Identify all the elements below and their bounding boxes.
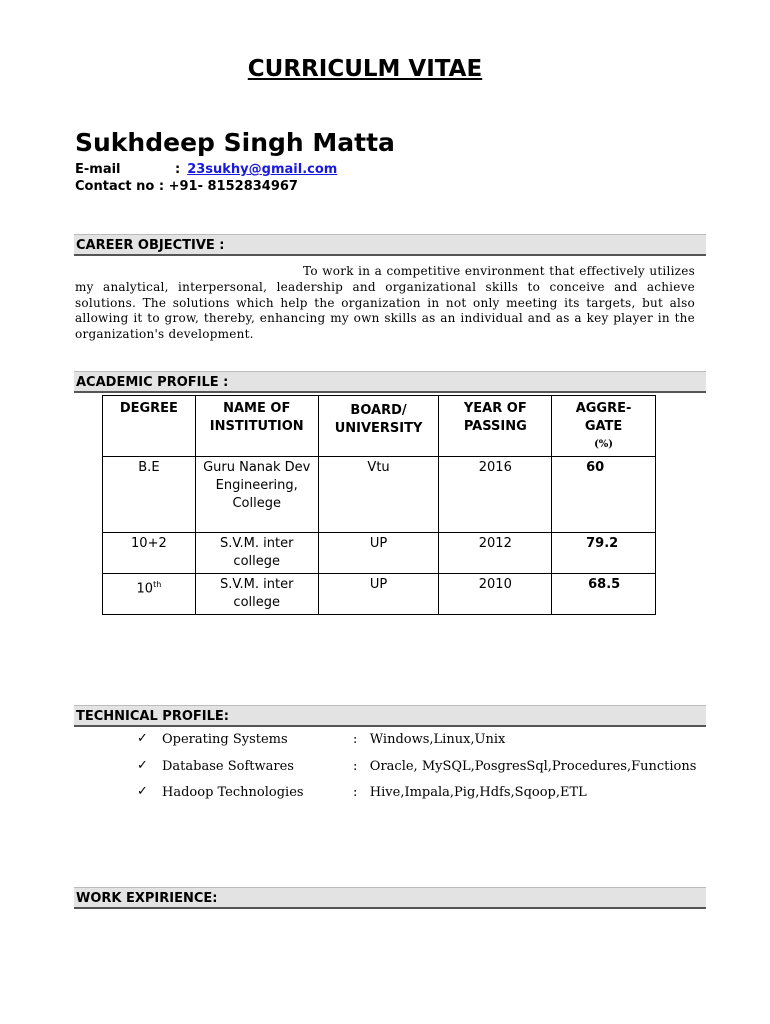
- aggregate-unit: (%): [594, 439, 614, 450]
- work-experience-heading: WORK EXPIRIENCE:: [74, 887, 706, 909]
- email-separator: :: [175, 162, 181, 177]
- cell-year: 2012: [439, 533, 552, 574]
- career-objective-body: To work in a competitive environment that effectively utilizes my analytical, interpersonal, leadership and organizational skills to conceive and achieve solutions. The solutions which help the organization in not only meeting its targets, but also allowing it to grow, thereby, enhancing my own skills as an individual and as a key player in the organization's development.: [75, 264, 695, 342]
- table-row: [103, 533, 656, 574]
- tech-value-text: Hive,Impala,Pig,Hdfs,Sqoop,ETL: [369, 785, 587, 800]
- cell-degree: [103, 574, 196, 615]
- tech-category: Database Softwares: [162, 758, 294, 774]
- tech-value: [353, 732, 505, 747]
- cell-year: 2010: [439, 574, 552, 615]
- list-item: [137, 731, 697, 758]
- tech-value-text: Windows,Linux,Unix: [369, 732, 506, 747]
- tech-category: Hadoop Technologies: [162, 785, 304, 800]
- academic-table: [102, 395, 656, 615]
- list-item: [137, 758, 697, 785]
- tech-value-text: Oracle, MySQL,PosgresSql,Procedures,Functions: [369, 758, 697, 774]
- cell-institution: Guru Nanak Dev Engineering, College: [195, 457, 318, 533]
- tech-value: [353, 785, 587, 800]
- table-header-row: [103, 396, 656, 457]
- cell-board: UP: [318, 574, 439, 615]
- col-aggregate-label: AGGRE-GATE: [575, 401, 632, 434]
- technical-profile-heading: TECHNICAL PROFILE:: [74, 705, 706, 727]
- contact-label: Contact no :: [75, 179, 165, 194]
- cell-aggregate: 60: [552, 457, 656, 533]
- cell-degree-value: 10: [136, 581, 154, 597]
- cell-degree-suffix: th: [153, 580, 162, 589]
- cell-institution: S.V.M. inter college: [195, 533, 318, 574]
- table-row: [103, 457, 656, 533]
- tech-value: [353, 759, 696, 774]
- checkmark-icon: ✓: [137, 731, 148, 746]
- table-row: [103, 574, 656, 615]
- tech-separator: :: [353, 732, 358, 747]
- col-board: BOARD/ UNIVERSITY: [318, 396, 439, 457]
- email-label: E-mail: [75, 162, 121, 177]
- cell-aggregate: 79.2: [552, 533, 656, 574]
- email-row: [75, 162, 337, 177]
- candidate-name: Sukhdeep Singh Matta: [75, 128, 395, 157]
- document-title: CURRICULM VITAE: [247, 56, 483, 82]
- checkmark-icon: ✓: [137, 784, 148, 799]
- academic-profile-heading: ACADEMIC PROFILE :: [74, 371, 706, 393]
- technical-list: [137, 731, 697, 811]
- contact-number: +91- 8152834967: [168, 179, 298, 194]
- col-year: YEAR OF PASSING: [439, 396, 552, 457]
- cell-degree: B.E: [103, 457, 196, 533]
- contact-row: [75, 179, 298, 194]
- cell-board: Vtu: [318, 457, 439, 533]
- cell-institution: S.V.M. inter college: [195, 574, 318, 615]
- cell-board: UP: [318, 533, 439, 574]
- col-degree: DEGREE: [103, 396, 196, 457]
- col-institution: NAME OF INSTITUTION: [195, 396, 318, 457]
- cell-degree: 10+2: [103, 533, 196, 574]
- checkmark-icon: ✓: [137, 757, 148, 773]
- tech-category: Operating Systems: [162, 732, 288, 747]
- email-link[interactable]: 23sukhy@gmail.com: [187, 162, 338, 177]
- col-aggregate: [552, 396, 656, 457]
- career-objective-heading: CAREER OBJECTIVE :: [74, 234, 706, 256]
- cell-aggregate: 68.5: [552, 574, 656, 615]
- tech-separator: :: [353, 758, 358, 774]
- cell-year: 2016: [439, 457, 552, 533]
- tech-separator: :: [353, 785, 358, 800]
- list-item: [137, 784, 697, 811]
- career-objective-text: [75, 264, 695, 343]
